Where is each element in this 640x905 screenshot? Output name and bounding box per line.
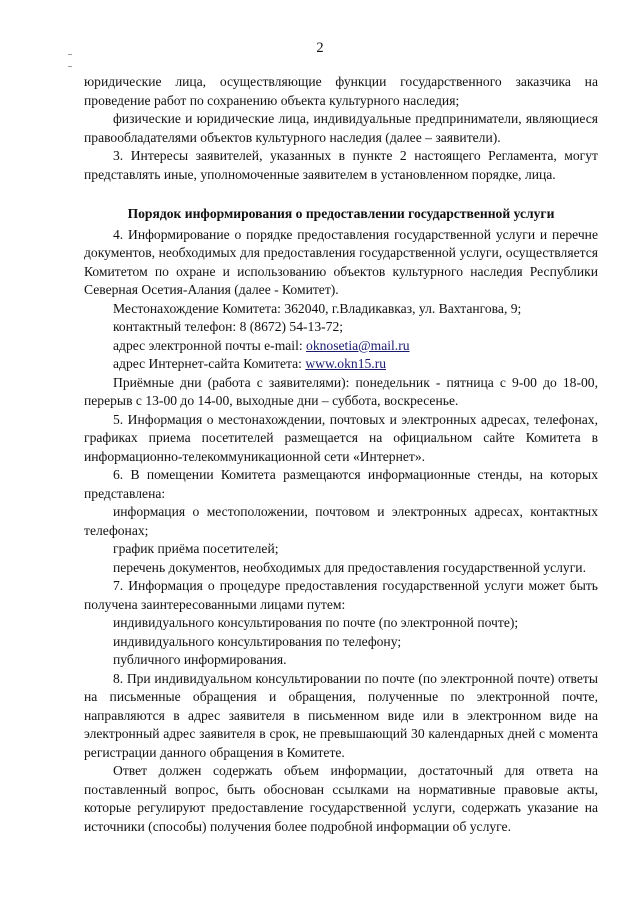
list-item: информация о местоположении, почтовом и электронных адресах, контактных телефонах; [84,504,598,538]
email-label: адрес электронной почты e-mail: [113,337,307,353]
email-link[interactable]: oknosetia@mail.ru [306,337,410,353]
list-item: индивидуального консультирования по почте (по электронной почте); [113,615,519,630]
committee-phone: контактный телефон: 8 (8672) 54-13-72; [113,319,344,334]
paragraph: юридические лица, осуществляющие функции государственного заказчика на проведение работ по сохранению объекта культурного наследия; [84,74,598,108]
list-item: публичного информирования. [113,652,287,667]
section-heading: Порядок информирования о предоставлении государственной услуги [127,206,555,221]
list-item: график приёма посетителей; [113,541,279,556]
site-label: адрес Интернет-сайта Комитета: [113,356,306,371]
committee-site [84,355,598,374]
site-link[interactable]: www.okn15.ru [305,356,387,371]
paragraph-4: 4. Информирование о порядке предоставления государственной услуги и перечне документов, необходимых для предоставления государственной услуги, осуществляется Комитетом по охране и использованию объектов культурного наследия Республики Северная Осетия-Алания (далее - Комитет). [84,226,598,297]
working-hours: Приёмные дни (работа с заявителями): понедельник - пятница с 9-00 до 18-00, перерыв с 13-00 до 14-00, выходные дни – суббота, воскресенье. [84,374,598,408]
list-item: перечень документов, необходимых для предоставления государственной услуги. [113,559,586,575]
committee-location: Местонахождение Комитета: 362040, г.Владикавказ, ул. Вахтангова, 9; [113,300,522,316]
answer-paragraph: Ответ должен содержать объем информации, достаточный для ответа на поставленный вопрос, быть обоснован ссылками на нормативные правовые акты, которые регулируют предоставление государственной услуги, содержать указание на источники (способы) получения более подробной информации об услуге. [84,763,598,834]
paragraph: физические и юридические лица, индивидуальные предприниматели, являющиеся правообладателями объектов культурного наследия (далее – заявители). [84,111,598,145]
paragraph-6: 6. В помещении Комитета размещаются информационные стенды, на которых представлена: [84,467,598,501]
paragraph-8: 8. При индивидуальном консультировании по почте (по электронной почте) ответы на письменные обращения и обращения, полученные по электронной почте, направляются в адрес заявителя в письменном виде или в электронном виде на электронный адрес заявителя в срок, не превышающий 30 календарных дней с момента регистрации данного обращения в Комитете. [84,670,598,760]
document-body [84,73,598,836]
list-item: индивидуального консультирования по телефону; [113,633,402,649]
paragraph: 3. Интересы заявителей, указанных в пункте 2 настоящего Регламента, могут представлять иные, уполномоченные заявителем в установленном порядке, лица. [84,148,598,182]
page-number: 2 [316,40,324,56]
paragraph-5: 5. Информация о местонахождении, почтовых и электронных адресах, телефонах, графиках приема посетителей размещается на официальном сайте Комитета в информационно-телекоммуникационной сети «Интернет». [84,411,598,464]
committee-email [84,337,598,356]
scan-mark [68,66,72,67]
paragraph-7: 7. Информация о процедуре предоставления государственной услуги может быть получена заинтересованными лицами путем: [84,578,598,612]
